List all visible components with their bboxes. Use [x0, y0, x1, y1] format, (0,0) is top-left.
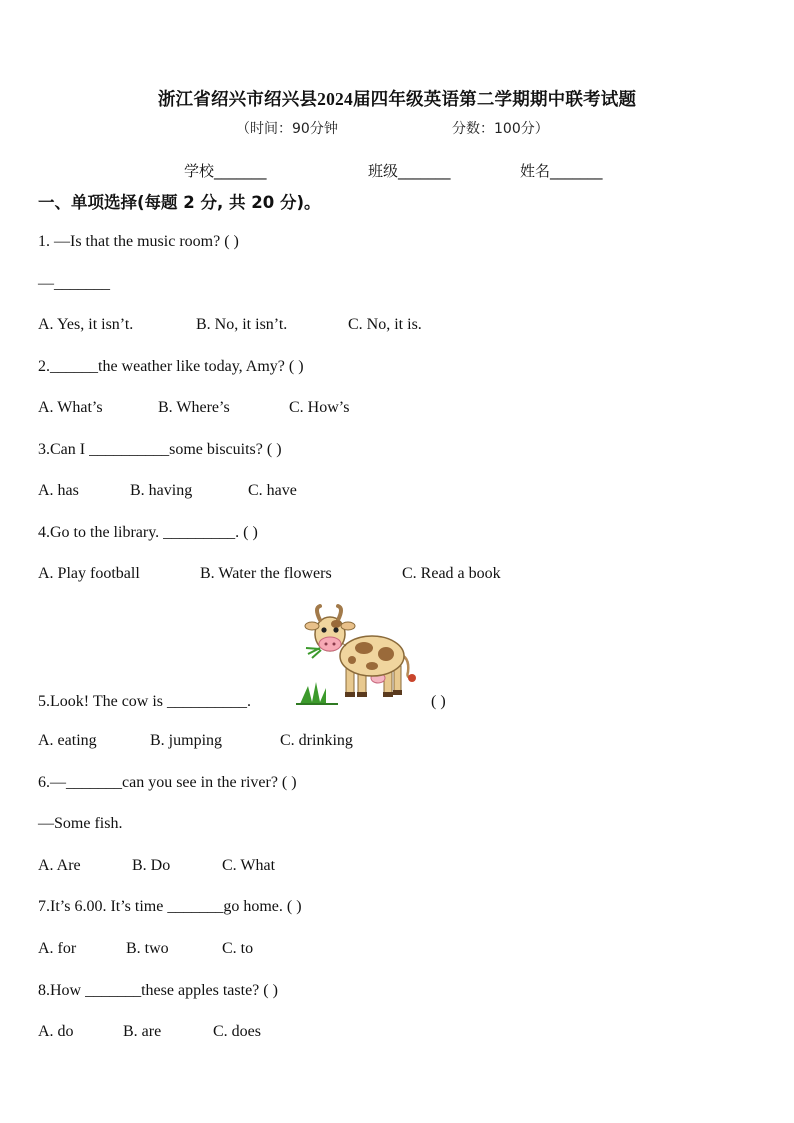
question-1: 1. —Is that the music room? ( ) [38, 233, 239, 250]
q4-option-b: B. Water the flowers [200, 565, 332, 582]
q4-option-c: C. Read a book [402, 565, 501, 582]
exam-time: （时间：90分钟 [236, 121, 338, 137]
name-field: 姓名_______ [520, 162, 603, 180]
q4-option-a: A. Play football [38, 565, 140, 582]
question-2: 2.______the weather like today, Amy? ( ) [38, 358, 304, 375]
q3-option-b: B. having [130, 482, 193, 499]
q1-option-c: C. No, it is. [348, 316, 422, 333]
cow-eating-grass-illustration [286, 598, 426, 710]
q1-option-a: A. Yes, it isn’t. [38, 316, 134, 333]
q7-option-b: B. two [126, 940, 169, 957]
q2-option-c: C. How’s [289, 399, 350, 416]
q7-option-c: C. to [222, 940, 254, 957]
school-field: 学校_______ [184, 162, 267, 180]
question-4: 4.Go to the library. _________. ( ) [38, 524, 258, 541]
q5-option-b: B. jumping [150, 732, 223, 749]
page-title: 浙江省绍兴市绍兴县2024届四年级英语第二学期期中联考试题 [157, 89, 637, 109]
q8-option-b: B. are [123, 1023, 162, 1040]
question-1-answer-line: —_______ [38, 275, 110, 292]
q8-option-a: A. do [38, 1023, 74, 1040]
q7-option-a: A. for [38, 940, 77, 957]
q8-option-c: C. does [213, 1023, 261, 1040]
question-7: 7.It’s 6.00. It’s time _______go home. ( ) [38, 898, 302, 915]
section-heading: 一、单项选择(每题 2 分, 共 20 分)。 [38, 193, 321, 212]
q5-option-c: C. drinking [280, 732, 353, 749]
question-5: 5.Look! The cow is __________. [38, 693, 252, 710]
q6-option-a: A. Are [38, 857, 81, 874]
question-8: 8.How _______these apples taste? ( ) [38, 982, 278, 999]
q6-option-c: C. What [222, 857, 276, 874]
question-5-bracket: ( ) [431, 693, 446, 710]
question-6: 6.—_______can you see in the river? ( ) [38, 774, 297, 791]
q3-option-c: C. have [248, 482, 297, 499]
q1-option-b: B. No, it isn’t. [196, 316, 288, 333]
question-6-answer: —Some fish. [38, 815, 123, 832]
q6-option-b: B. Do [132, 857, 171, 874]
grass-icon [296, 682, 338, 704]
q3-option-a: A. has [38, 482, 79, 499]
q5-option-a: A. eating [38, 732, 97, 749]
class-field: 班级_______ [368, 162, 451, 180]
q2-option-b: B. Where’s [158, 399, 230, 416]
question-3: 3.Can I __________some biscuits? ( ) [38, 441, 282, 458]
exam-score: 分数：100分） [452, 121, 549, 137]
q2-option-a: A. What’s [38, 399, 103, 416]
